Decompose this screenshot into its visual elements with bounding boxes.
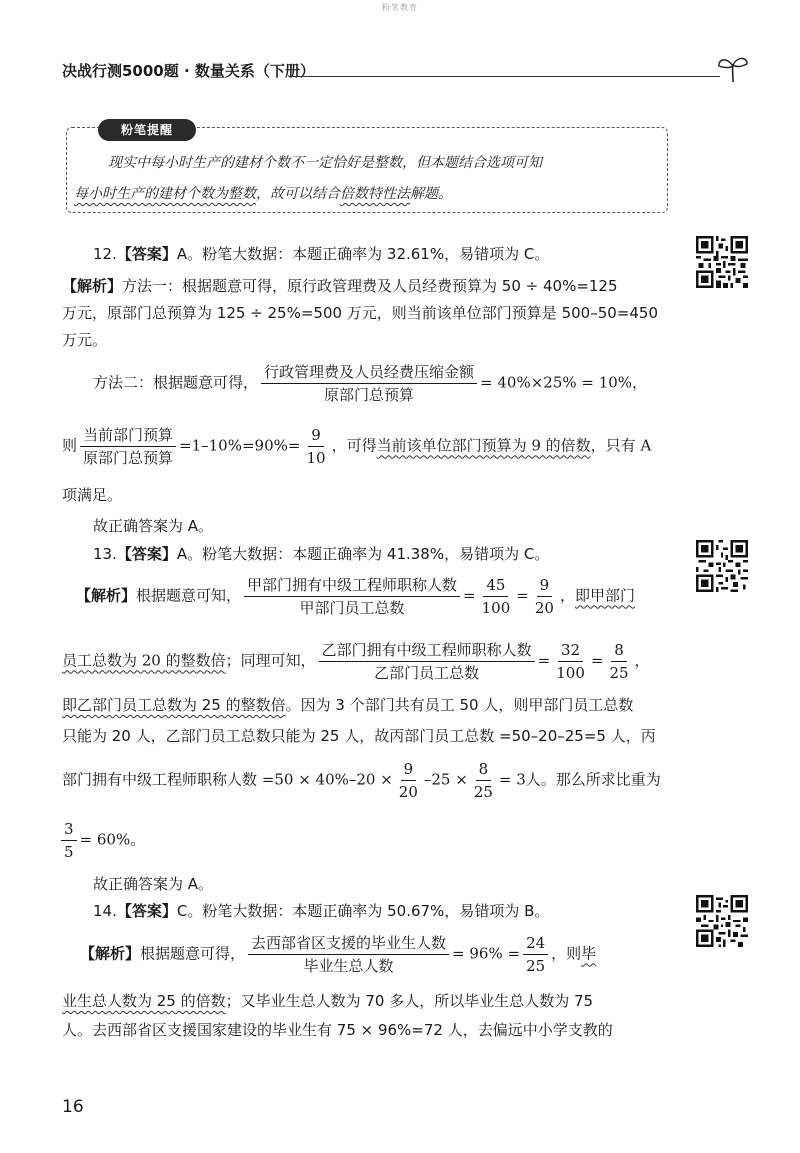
q13-l2-post: ， bbox=[634, 651, 650, 670]
equals: = bbox=[537, 651, 551, 670]
tip-text-end: 解题。 bbox=[410, 186, 452, 202]
q13-highlight: 员工总数为 20 的整数倍 bbox=[62, 651, 226, 670]
qr-code-icon[interactable] bbox=[696, 540, 748, 592]
q12-r-post-end: ，只有 A bbox=[590, 436, 652, 455]
tip-highlight: 每小时生产的建材个数为整数 bbox=[74, 186, 256, 202]
q12-answer-text: A。粉笔大数据：本题正确率为 32.61%，易错项为 C。 bbox=[176, 245, 550, 263]
answer-label: 【答案】 bbox=[116, 902, 177, 920]
q12-r-post: ，可得 bbox=[331, 436, 377, 455]
page-number: 16 bbox=[62, 1097, 84, 1117]
fraction-numerator: 8 bbox=[611, 640, 627, 662]
fraction-numerator: 去西部省区支援的毕业生人数 bbox=[248, 933, 449, 955]
q13-l3-rest: 。因为 3 个部门共有员工 50 人，则甲部门员工总数 bbox=[285, 696, 634, 714]
q12-method2 bbox=[93, 362, 647, 405]
q13-line2 bbox=[62, 640, 650, 683]
q12-number: 12. bbox=[93, 245, 117, 263]
fraction-numerator: 9 bbox=[537, 575, 553, 597]
q13-line1 bbox=[76, 575, 635, 618]
fraction bbox=[319, 640, 535, 683]
fraction-numerator: 32 bbox=[558, 640, 583, 662]
q14-answer-line bbox=[93, 900, 549, 921]
fraction-numerator: 当前部门预算 bbox=[80, 425, 176, 447]
sprout-icon bbox=[716, 54, 750, 84]
equals: = bbox=[463, 586, 476, 605]
q12-method1-line2: 万元，原部门总预算为 125 ÷ 25%=500 万元，则当前该单位部门预算是 500–50=450 bbox=[62, 304, 658, 322]
q13-l1-post: ， bbox=[559, 586, 575, 605]
q13-answer-line bbox=[93, 543, 549, 564]
q14-l1-mid: = 96% = bbox=[452, 944, 521, 963]
fraction-denominator: 100 bbox=[481, 599, 511, 617]
fraction-denominator: 20 bbox=[534, 599, 554, 617]
explanation-label: 【解析】 bbox=[80, 944, 141, 963]
q12-r-pre: 则 bbox=[62, 436, 78, 455]
q12-r-mid: =1–10%=90%= bbox=[179, 436, 301, 455]
q12-method1-line1 bbox=[62, 275, 618, 296]
fraction-denominator: 25 bbox=[609, 664, 629, 682]
q13-line6 bbox=[58, 819, 145, 862]
q13-line5 bbox=[62, 759, 661, 802]
fraction-numerator: 乙部门拥有中级工程师职称人数 bbox=[319, 640, 535, 662]
q14-number: 14. bbox=[93, 902, 117, 920]
q12-method1-line3: 万元。 bbox=[62, 331, 108, 349]
fraction bbox=[606, 640, 631, 683]
fraction bbox=[471, 759, 496, 802]
q14-highlight: 毕 bbox=[581, 944, 597, 963]
fraction-denominator: 25 bbox=[526, 957, 546, 975]
fraction-denominator: 原部门总预算 bbox=[324, 386, 415, 404]
q14-l1-pre: 根据题意可得， bbox=[140, 944, 246, 963]
fraction-numerator: 24 bbox=[523, 933, 548, 955]
q14-line2 bbox=[62, 990, 593, 1011]
explanation-label: 【解析】 bbox=[62, 277, 123, 295]
fraction-numerator: 行政管理费及人员经费压缩金额 bbox=[261, 362, 477, 384]
q14-highlight: 业生总人数为 25 的倍数 bbox=[62, 992, 226, 1010]
fraction bbox=[553, 640, 588, 683]
q13-l5-b: –25 × bbox=[423, 770, 468, 789]
q14-line3: 人。去西部省区支援国家建设的毕业生有 75 × 96%=72 人，去偏远中小学支教的 bbox=[62, 1021, 613, 1039]
fraction bbox=[261, 362, 477, 405]
q12-highlight: 当前该单位部门预算为 9 的倍数 bbox=[376, 436, 591, 455]
fraction-numerator: 9 bbox=[308, 425, 324, 447]
equals: = bbox=[516, 586, 529, 605]
q12-m2-pre: 方法二：根据题意可得， bbox=[93, 373, 259, 392]
fraction-numerator: 甲部门拥有中级工程师职称人数 bbox=[244, 575, 460, 597]
equals: = bbox=[590, 651, 604, 670]
fraction bbox=[244, 575, 460, 618]
fraction-denominator: 毕业生总人数 bbox=[303, 957, 394, 975]
q12-conclusion: 故正确答案为 A。 bbox=[93, 517, 214, 535]
qr-code-icon[interactable] bbox=[696, 236, 748, 288]
fraction bbox=[61, 819, 77, 862]
running-header-title: 决战行测5000题 · 数量关系（下册） bbox=[62, 62, 315, 80]
q13-l2-mid: ；同理可知， bbox=[225, 651, 316, 670]
fraction-numerator: 45 bbox=[483, 575, 508, 597]
q13-line3 bbox=[62, 694, 633, 715]
qr-code-icon[interactable] bbox=[696, 895, 748, 947]
fraction bbox=[303, 425, 328, 468]
tip-tag: 粉笔提醒 bbox=[98, 119, 196, 141]
fraction-denominator: 甲部门员工总数 bbox=[299, 599, 405, 617]
tip-text: ，故可以结合 bbox=[256, 186, 340, 202]
fraction-denominator: 5 bbox=[64, 843, 74, 861]
q14-l2-rest: ；又毕业生总人数为 70 多人，所以毕业生总人数为 75 bbox=[225, 992, 594, 1010]
q13-l1-pre: 根据题意可知， bbox=[136, 586, 242, 605]
fraction-denominator: 乙部门员工总数 bbox=[374, 664, 480, 682]
q12-m2-post: = 40%×25% = 10%， bbox=[480, 373, 648, 392]
q14-l1-post: ，则 bbox=[551, 944, 582, 963]
answer-label: 【答案】 bbox=[116, 545, 177, 563]
fraction-denominator: 20 bbox=[398, 783, 418, 801]
tip-line-2 bbox=[74, 183, 452, 203]
answer-label: 【答案】 bbox=[116, 245, 177, 263]
fraction bbox=[532, 575, 557, 618]
fraction-denominator: 100 bbox=[556, 664, 585, 682]
fraction-denominator: 10 bbox=[306, 449, 326, 467]
fraction-denominator: 25 bbox=[473, 783, 493, 801]
top-mark: 粉笔教育 bbox=[382, 3, 418, 12]
q13-line4: 只能为 20 人，乙部门员工总数只能为 25 人，故丙部门员工总数 =50–20–25=5 人，丙 bbox=[62, 727, 656, 745]
q13-l5-c: = 3人。那么所求比重为 bbox=[498, 770, 661, 789]
q13-l6-post: = 60%。 bbox=[79, 830, 146, 849]
q12-text: 方法一：根据题意可得，原行政管理费及人员经费预算为 50 ÷ 40%=125 bbox=[122, 277, 618, 295]
fraction bbox=[523, 933, 548, 976]
fraction-numerator: 3 bbox=[61, 819, 77, 841]
q13-answer-text: A。粉笔大数据：本题正确率为 41.38%，易错项为 C。 bbox=[176, 545, 550, 563]
fraction bbox=[80, 425, 176, 468]
fraction-numerator: 9 bbox=[401, 759, 417, 781]
fraction bbox=[396, 759, 421, 802]
fraction bbox=[248, 933, 449, 976]
header-rule bbox=[292, 76, 720, 77]
fraction bbox=[479, 575, 514, 618]
q14-line1 bbox=[80, 933, 596, 976]
q13-l5-a: 部门拥有中级工程师职称人数 =50 × 40%–20 × bbox=[62, 770, 393, 789]
q14-answer-text: C。粉笔大数据：本题正确率为 50.67%，易错项为 B。 bbox=[176, 902, 550, 920]
explanation-label: 【解析】 bbox=[76, 586, 137, 605]
q13-number: 13. bbox=[93, 545, 117, 563]
q12-answer-line bbox=[93, 243, 549, 264]
q12-ratio-line bbox=[62, 425, 651, 468]
tip-line-1: 现实中每小时生产的建材个数不一定恰好是整数，但本题结合选项可知 bbox=[108, 155, 542, 171]
fraction-denominator: 原部门总预算 bbox=[83, 449, 174, 467]
q13-highlight: 即乙部门员工总数为 25 的整数倍 bbox=[62, 696, 286, 714]
fraction-numerator: 8 bbox=[476, 759, 492, 781]
q13-highlight: 即甲部门 bbox=[574, 586, 635, 605]
q12-ratio-line2: 项满足。 bbox=[62, 486, 123, 504]
tip-highlight-2: 倍数特性法 bbox=[340, 186, 410, 202]
q13-conclusion: 故正确答案为 A。 bbox=[93, 875, 214, 893]
